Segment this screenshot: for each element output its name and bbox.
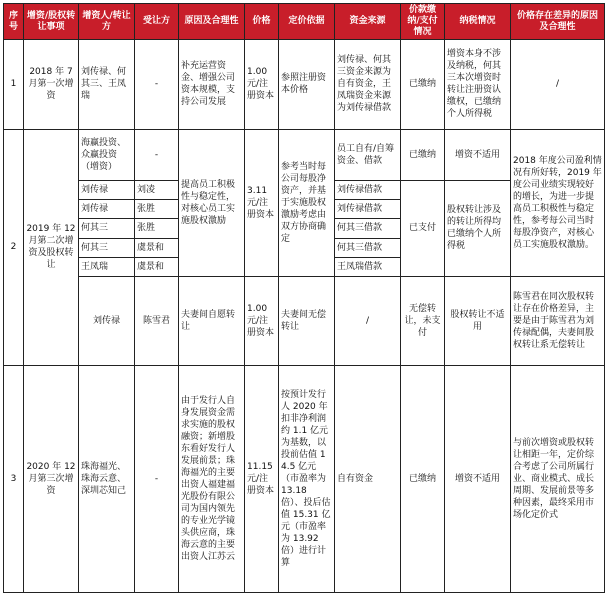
paid-cell: 无偿转让，未支付 — [401, 277, 445, 366]
header-price-diff: 价格存在差异的原因及合理性 — [511, 4, 605, 40]
investor-cell: 珠海福光、珠海云意、深圳芯知己 — [79, 365, 135, 592]
transferee-cell: 张胜 — [135, 219, 179, 238]
fund-source-cell: 何其三借款 — [335, 238, 401, 257]
pricing-basis-cell: 夫妻间无偿转让 — [279, 277, 335, 366]
transferee-cell: - — [135, 365, 179, 592]
paid-cell: 已支付 — [401, 180, 445, 277]
equity-history-table — [3, 3, 605, 593]
table-row — [4, 40, 605, 130]
fund-source-cell: 何其三借款 — [335, 219, 401, 238]
paid-cell: 已缴纳 — [401, 365, 445, 592]
event-cell: 2020 年 12 月第三次增资 — [24, 365, 79, 592]
investor-cell: 海赢投资、众赢投资（增资） — [79, 129, 135, 180]
fund-source-cell: 王凤瑞借款 — [335, 257, 401, 276]
header-transferee: 受让方 — [135, 4, 179, 40]
transferee-cell: - — [135, 40, 179, 130]
price-diff-cell: 2018 年度公司盈利情况有所好转，2019 年度公司业绩实现较好的增长，为进一步提高员工积极性与稳定性，参考每公司当时每股净资产，对核心员工实施股权激励。 — [511, 129, 605, 277]
paid-cell: 已缴纳 — [401, 40, 445, 130]
tax-cell: 增资不适用 — [445, 365, 511, 592]
price-diff-cell: 与前次增资或股权转让相距一年，定价综合考虑了公司所属行业、商业模式、成长周期、发展前景等多种因素，最终采用市场化定价式 — [511, 365, 605, 592]
table-row — [4, 129, 605, 180]
investor-cell: 王凤瑞 — [79, 257, 135, 276]
fund-source-cell: 刘传禄借款 — [335, 180, 401, 199]
price-cell: 3.11 元/注册资本 — [245, 129, 279, 277]
investor-cell: 刘传禄 — [79, 277, 135, 366]
investor-cell: 何其三 — [79, 238, 135, 257]
transferee-cell: 虞景和 — [135, 238, 179, 257]
row-number: 2 — [4, 129, 24, 365]
reason-cell: 由于发行人自身发展资金需求实施的股权融资；新增股东看好发行人发展前景；珠海福光的主要出资人福建福光股份有限公司为国内领先的专业光学镜头供应商，珠海云意的主要出资人江苏云 — [179, 365, 245, 592]
price-diff-cell: / — [511, 40, 605, 130]
transferee-cell: 虞景和 — [135, 257, 179, 276]
table-row — [4, 277, 605, 366]
pricing-basis-cell: 参照注册资本价格 — [279, 40, 335, 130]
header-price: 价格 — [245, 4, 279, 40]
price-cell: 1.00 元/注册资本 — [245, 40, 279, 130]
header-no: 序号 — [4, 4, 24, 40]
fund-source-cell: 员工自有/自筹资金、借款 — [335, 129, 401, 180]
fund-source-cell: 自有资金 — [335, 365, 401, 592]
fund-source-cell: / — [335, 277, 401, 366]
header-event: 增资/股权转让事项 — [24, 4, 79, 40]
header-tax: 纳税情况 — [445, 4, 511, 40]
reason-cell: 补充运营资金、增强公司资本规模，支持公司发展 — [179, 40, 245, 130]
price-cell: 1.00 元/注册资本 — [245, 277, 279, 366]
transferee-cell: 张胜 — [135, 199, 179, 218]
reason-cell: 夫妻间自愿转让 — [179, 277, 245, 366]
fund-source-cell: 刘传禄借款 — [335, 199, 401, 218]
transferee-cell: - — [135, 129, 179, 180]
tax-cell: 增资不适用 — [445, 129, 511, 180]
pricing-basis-cell: 参考当时每公司每股净资产，并基于实施股权激励考虑由双方协商确定 — [279, 129, 335, 277]
header-fund-source: 资金来源 — [335, 4, 401, 40]
tax-cell: 增资本身不涉及纳税，何其三本次增资时转让注册资认缴权，已缴纳个人所得税 — [445, 40, 511, 130]
row-number: 3 — [4, 365, 24, 592]
event-cell: 2019 年 12 月第二次增资及股权转让 — [24, 129, 79, 365]
price-cell: 11.15 元/注册资本 — [245, 365, 279, 592]
paid-cell: 已缴纳 — [401, 129, 445, 180]
transferee-cell: 陈雪君 — [135, 277, 179, 366]
investor-cell: 刘传禄 — [79, 199, 135, 218]
header-paid: 价款缴纳/支付情况 — [401, 4, 445, 40]
fund-source-cell: 刘传禄、何其三资金来源为自有资金，王凤瑞资金来源为刘传禄借款 — [335, 40, 401, 130]
investor-cell: 何其三 — [79, 219, 135, 238]
header-reason: 原因及合理性 — [179, 4, 245, 40]
tax-cell: 股权转让涉及的转让所得均已缴纳个人所得税 — [445, 180, 511, 277]
reason-cell: 提高员工积极性与稳定性，对核心员工实施股权激励 — [179, 129, 245, 277]
pricing-basis-cell: 按预计发行人 2020 年扣非净利润约 1.1 亿元为基数，以投前估值 14.5 亿元（市盈率为 13.18 倍）、投后估值 15.31 亿元（市盈率为 13.92 倍）进行计算 — [279, 365, 335, 592]
table-row — [4, 365, 605, 592]
header-row — [4, 4, 605, 40]
row-number: 1 — [4, 40, 24, 130]
tax-cell: 股权转让不适用 — [445, 277, 511, 366]
investor-cell: 刘传禄 — [79, 180, 135, 199]
header-pricing-basis: 定价依据 — [279, 4, 335, 40]
transferee-cell: 刘凌 — [135, 180, 179, 199]
price-diff-cell: 陈雪君在同次股权转让存在价格差异，主要是由于陈雪君为刘传禄配偶，夫妻间股权转让系无偿转让 — [511, 277, 605, 366]
investor-cell: 刘传禄、何其三、王凤瑞 — [79, 40, 135, 130]
header-investor: 增资人/转让方 — [79, 4, 135, 40]
event-cell: 2018 年 7 月第一次增资 — [24, 40, 79, 130]
